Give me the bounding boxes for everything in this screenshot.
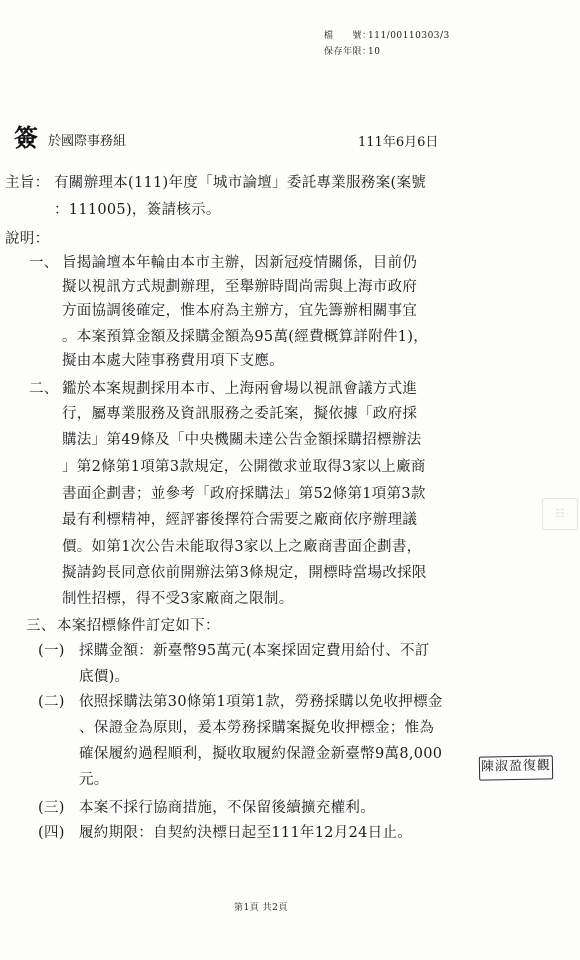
sub-item-number: (四) (38, 825, 65, 841)
sub-item-number: (二) (38, 694, 65, 710)
personal-seal-stamp: 陳淑盈復觀 (479, 755, 553, 780)
item-line: 本案招標條件訂定如下： (57, 618, 220, 634)
sub-item-line: 底價)。 (79, 669, 130, 685)
sub-item-line: 本案不採行協商措施，不保留後續擴充權利。 (79, 800, 375, 816)
file-number-label: 檔 號： (324, 31, 372, 41)
sub-item-line: 採購金額：新臺幣95萬元(本案採固定費用給付、不訂 (79, 643, 430, 659)
retention-row (324, 44, 380, 57)
retention-label: 保存年限： (324, 47, 372, 57)
sub-item-line: 元。 (79, 772, 109, 788)
file-number: 111/00110303/3 (368, 31, 450, 41)
subject-line: 有關辦理本(111)年度「城市論壇」委託專業服務案(案號 (54, 175, 427, 191)
retention-value: 10 (368, 47, 381, 57)
item-line: 最有利標精神，經評審後擇符合需要之廠商依序辦理議 (62, 512, 418, 528)
sub-item-line: 確保履約過程順利，擬收取履約保證金新臺幣9萬8,000 (79, 746, 443, 762)
item-number: 三、 (26, 618, 56, 634)
explanation-label: 說明： (5, 231, 50, 247)
issuing-unit: 於國際事務組 (48, 134, 127, 149)
item-line: 擬請鈞長同意依前開辦法第3條規定，開標時當場改採限 (62, 565, 427, 581)
sub-item-line: 依照採購法第30條第1項第1款，勞務採購以免收押標金 (79, 694, 443, 710)
item-number: 一、 (29, 255, 59, 271)
file-number-row (324, 28, 450, 41)
sub-item-number: (三) (38, 800, 65, 816)
doc-type: 簽 (14, 123, 38, 152)
sub-item-number: (一) (38, 643, 65, 659)
sub-item-line: 履約期限：自契約決標日起至111年12月24日止。 (79, 825, 413, 841)
item-line: 行，屬專業服務及資訊服務之委託案，擬依據「政府採 (62, 406, 418, 422)
sub-item-line: 、保證金為原則，爰本勞務採購案擬免收押標金；惟為 (79, 720, 435, 736)
item-line: 」第2條第1項第3款規定，公開徵求並取得3家以上廠商 (62, 459, 426, 475)
item-line: 旨揭論壇本年輪由本市主辦，因新冠疫情關係，目前仍 (62, 255, 418, 271)
item-line: 。本案預算金額及採購金額為95萬(經費概算詳附件1)， (62, 329, 429, 345)
item-line: 書面企劃書；並參考「政府採購法」第52條第1項第3款 (62, 486, 426, 502)
item-line: 購法」第49條及「中央機關未達公告金額採購招標辦法 (62, 432, 422, 448)
subject-label: 主旨： (5, 175, 50, 191)
item-line: 價。如第1次公告未能取得3家以上之廠商書面企劃書， (62, 539, 422, 555)
doc-date: 111年6月6日 (358, 135, 439, 150)
item-line: 擬由本處大陸事務費用項下支應。 (62, 353, 284, 369)
item-line: 方面協調後確定，惟本府為主辦方，宜先籌辦相關事宜 (62, 303, 418, 319)
item-line: 擬以視訊方式規劃辦理，至舉辦時間尚需與上海市政府 (62, 279, 418, 295)
subject-line: ：111005)，簽請核示。 (54, 202, 221, 218)
page-indicator: 第1頁 共2頁 (234, 903, 288, 913)
item-line: 鑑於本案規劃採用本市、上海兩會場以視訊會議方式進 (62, 381, 418, 397)
item-number: 二、 (29, 381, 59, 397)
watermark-icon: ☷ (542, 498, 578, 530)
item-line: 制性招標，得不受3家廠商之限制。 (62, 591, 294, 607)
